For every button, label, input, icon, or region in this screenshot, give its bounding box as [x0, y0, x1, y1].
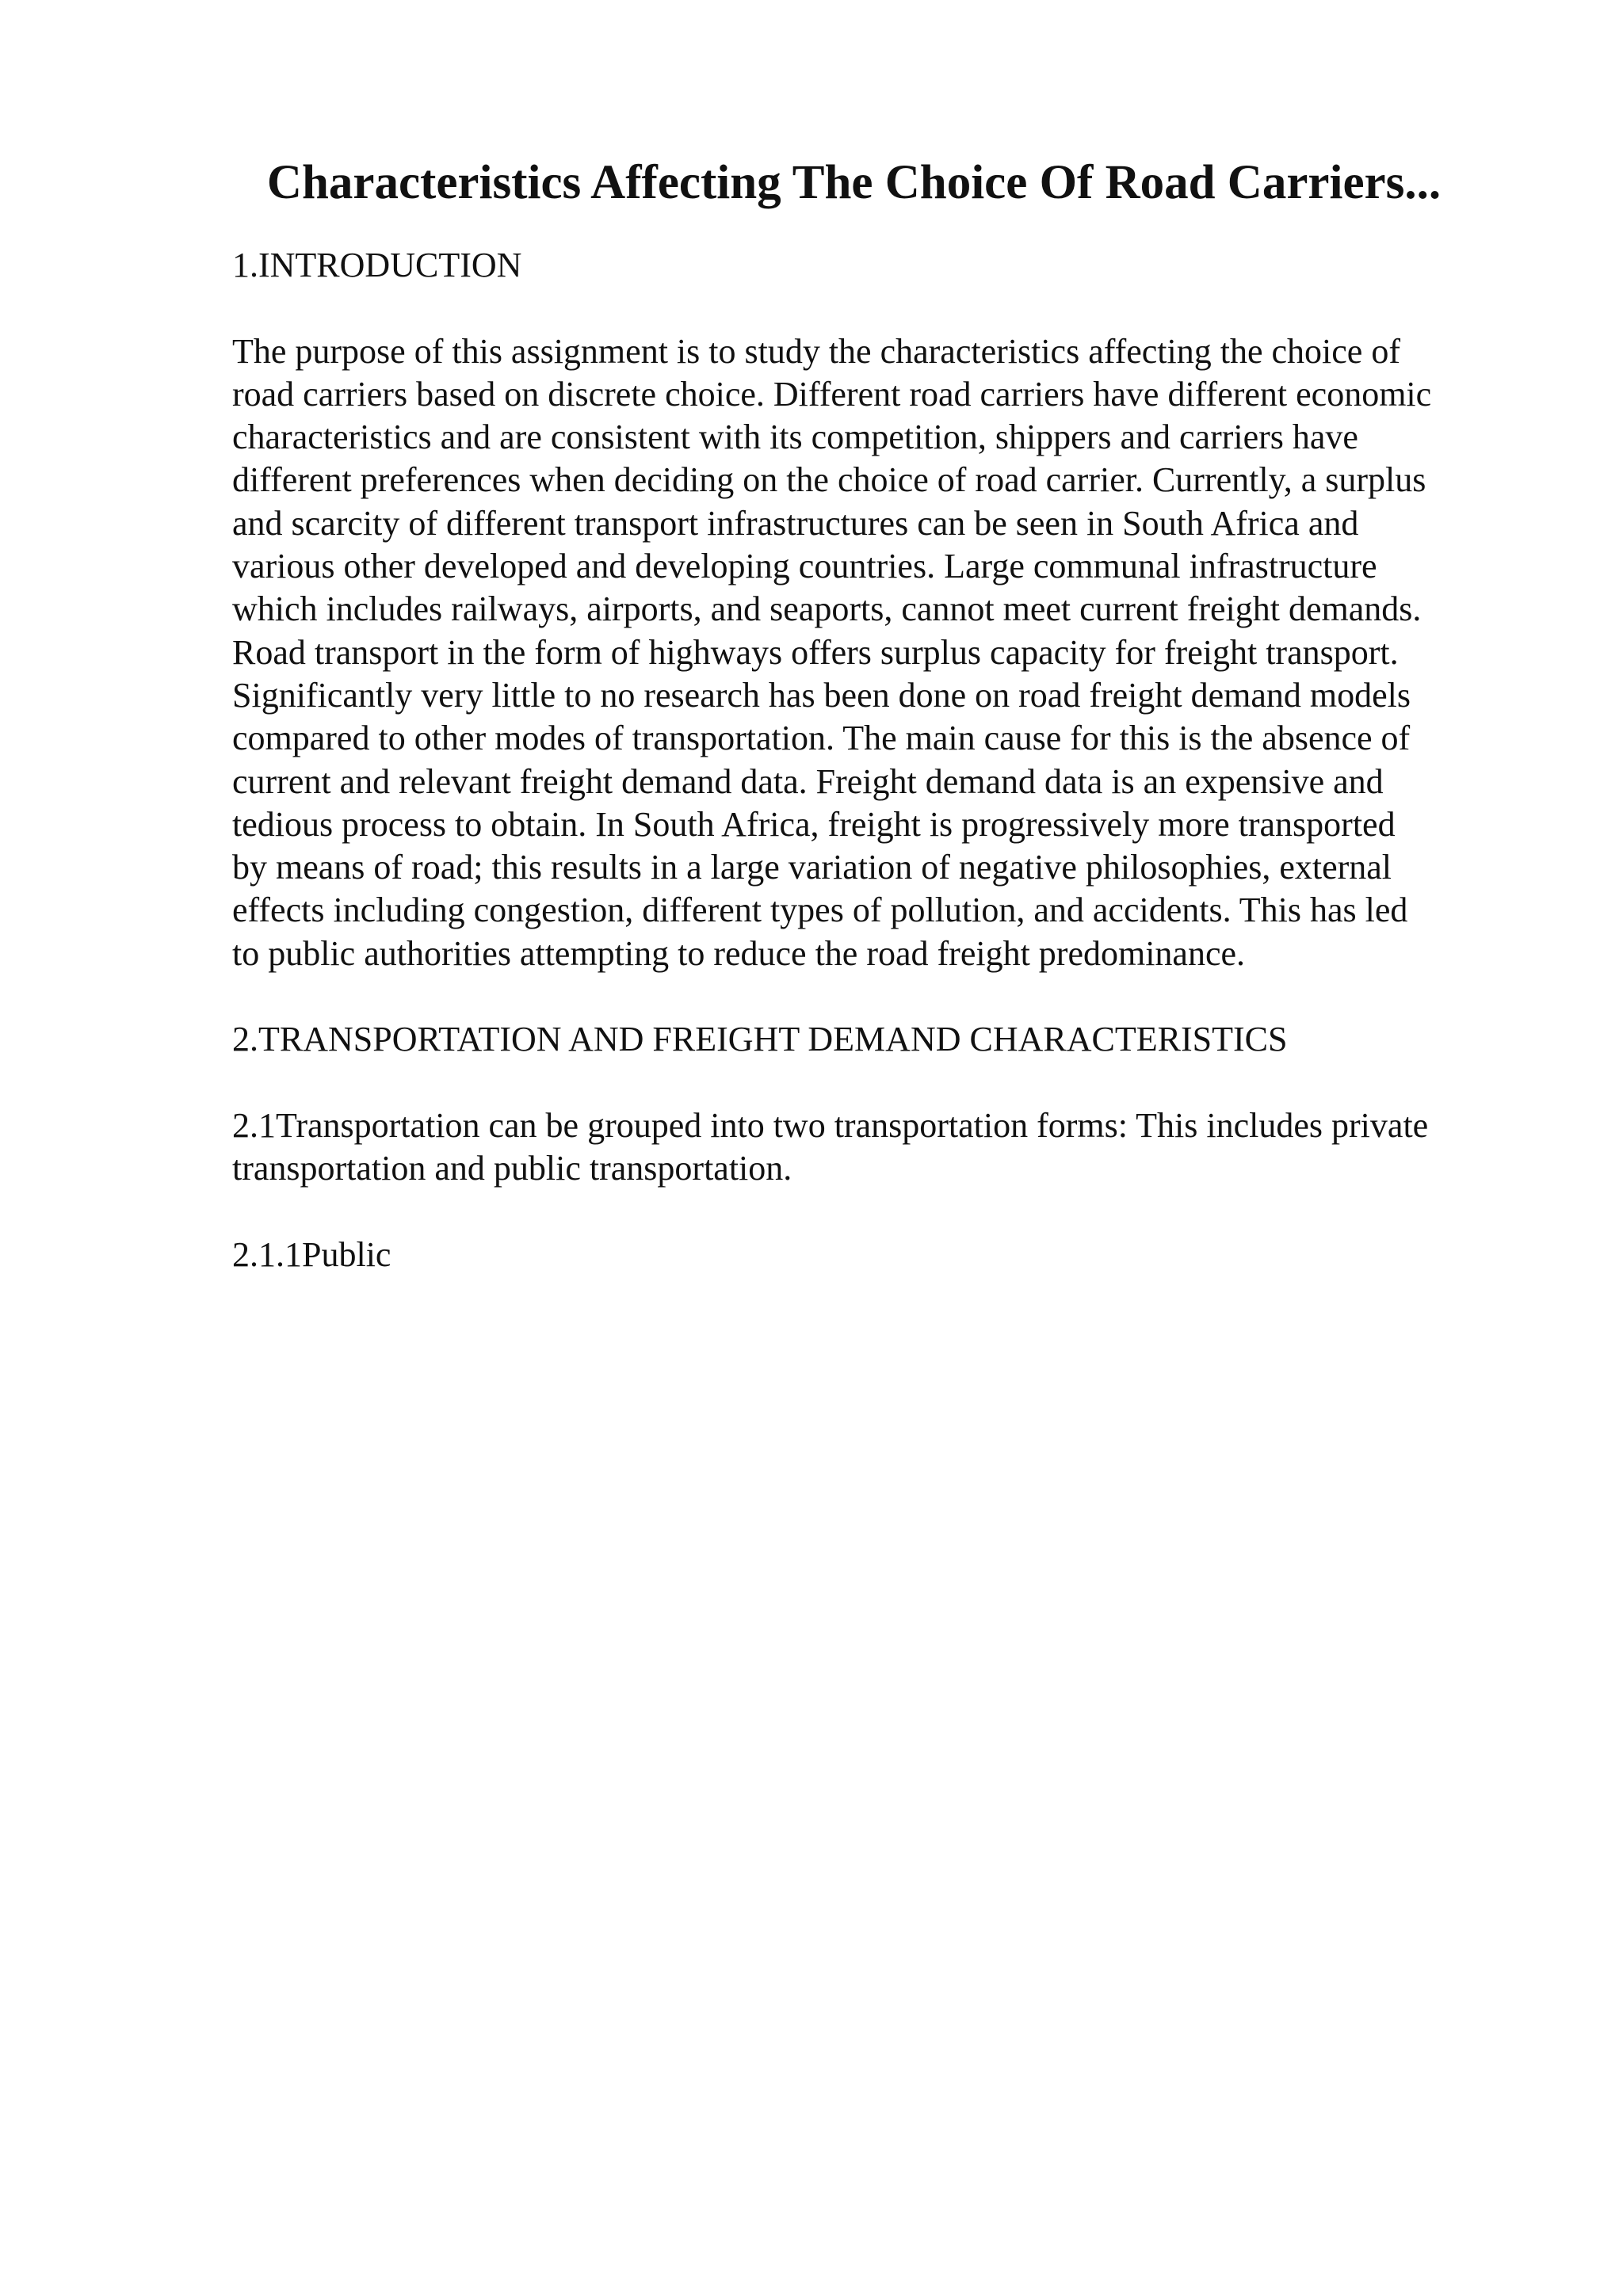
document-title: Characteristics Affecting The Choice Of Road Carriers...	[266, 156, 1442, 209]
text-line: tedious process to obtain. In South Africa, freight is progressively more transported	[232, 804, 1396, 844]
section-heading-introduction: 1.INTRODUCTION	[232, 246, 522, 284]
text-line: Significantly very little to no research has been done on road freight demand models	[232, 675, 1411, 715]
text-line: to public authorities attempting to reduce the road freight predominance.	[232, 933, 1246, 973]
introduction-paragraph	[232, 330, 1532, 975]
section-heading-transport: 2.TRANSPORTATION AND FREIGHT DEMAND CHARACTERISTICS	[232, 1020, 1288, 1059]
text-line: current and relevant freight demand data. Freight demand data is an expensive and	[232, 761, 1384, 801]
subsection-heading-public: 2.1.1Public	[232, 1234, 391, 1274]
paragraph-spacer	[232, 975, 1532, 1018]
text-line: which includes railways, airports, and seaports, cannot meet current freight demands.	[232, 589, 1422, 629]
paragraph-spacer	[232, 287, 1532, 330]
text-line: 2.1Transportation can be grouped into two transportation forms: This includes private	[232, 1105, 1429, 1145]
text-line: different preferences when deciding on the choice of road carrier. Currently, a surplus	[232, 460, 1426, 500]
text-line: transportation and public transportation.	[232, 1149, 792, 1188]
text-line: and scarcity of different transport infrastructures can be seen in South Africa and	[232, 503, 1359, 543]
paragraph-spacer	[232, 1062, 1532, 1104]
text-line: compared to other modes of transportation. The main cause for this is the absence of	[232, 719, 1411, 758]
paragraph-spacer	[232, 1191, 1532, 1234]
text-line: road carriers based on discrete choice. Different road carriers have different economic	[232, 374, 1432, 414]
text-line: Road transport in the form of highways offers surplus capacity for freight transport.	[232, 632, 1399, 672]
text-line: The purpose of this assignment is to study the characteristics affecting the choice of	[232, 331, 1400, 371]
document-body	[232, 244, 1532, 1276]
text-line: various other developed and developing countries. Large communal infrastructure	[232, 547, 1377, 586]
text-line: effects including congestion, different types of pollution, and accidents. This has led	[232, 891, 1408, 930]
text-line: by means of road; this results in a large variation of negative philosophies, external	[232, 848, 1392, 887]
transport-paragraph	[232, 1104, 1532, 1191]
text-line: characteristics and are consistent with its competition, shippers and carriers have	[232, 418, 1358, 457]
